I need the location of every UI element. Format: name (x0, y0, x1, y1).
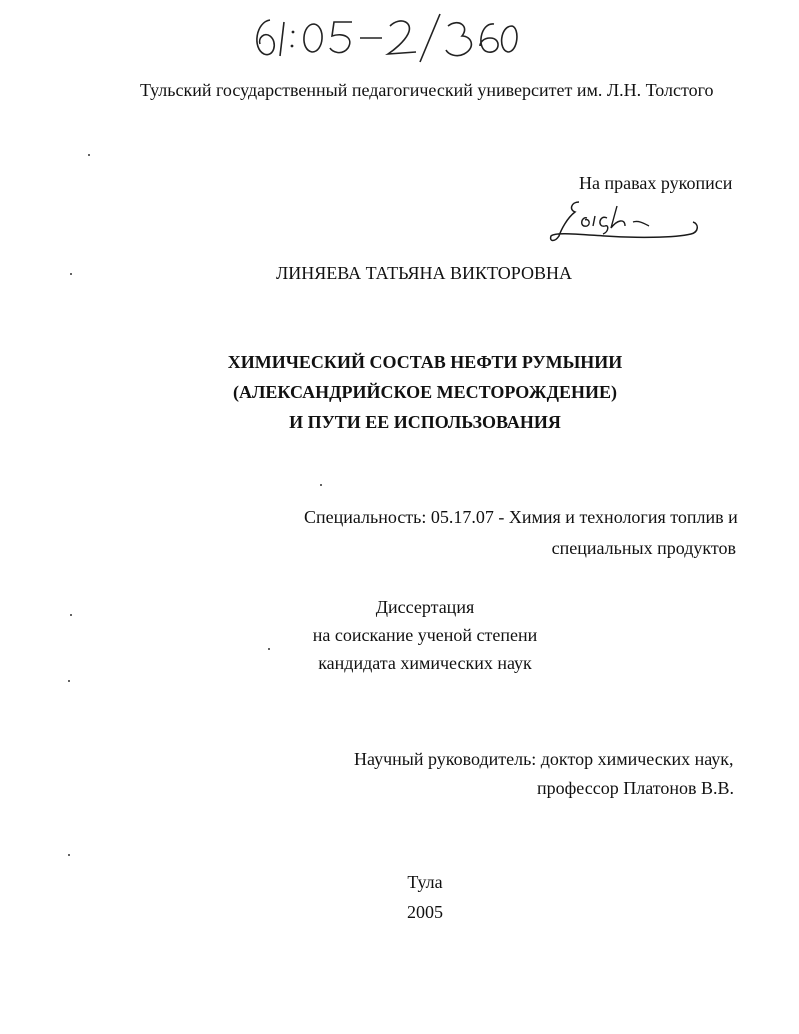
manuscript-rights-note: На правах рукописи (579, 173, 733, 193)
title-line-1: ХИМИЧЕСКИЙ СОСТАВ НЕФТИ РУМЫНИИ (227, 352, 623, 372)
archive-number-handwriting (240, 8, 520, 68)
author-name: ЛИНЯЕВА ТАТЬЯНА ВИКТОРОВНА (276, 263, 572, 283)
scan-speck (70, 614, 72, 616)
dissertation-title (200, 351, 650, 433)
scan-speck (70, 273, 72, 275)
scan-speck (320, 484, 322, 486)
scan-speck (68, 854, 70, 856)
scan-speck (268, 648, 270, 650)
title-line-3: И ПУТИ ЕЕ ИСПОЛЬЗОВАНИЯ (289, 412, 561, 432)
degree-name: кандидата химических наук (318, 653, 532, 673)
degree-purpose: на соискание ученой степени (312, 625, 538, 645)
advisor-line-2: профессор Платонов В.В. (537, 778, 734, 798)
specialty-line-2: специальных продуктов (551, 538, 736, 558)
dissertation-degree-block (300, 596, 550, 674)
title-line-2: (АЛЕКСАНДРИЙСКОЕ МЕСТОРОЖДЕНИЕ) (232, 382, 617, 402)
specialty-line-1: Специальность: 05.17.07 - Химия и технология топлив и (304, 507, 738, 527)
scan-speck (88, 154, 90, 156)
dissertation-label: Диссертация (375, 597, 475, 617)
footer-year: 2005 (407, 902, 443, 922)
scan-speck (68, 680, 70, 682)
footer-city: Тула (407, 872, 443, 892)
advisor-line-1: Научный руководитель: доктор химических наук, (354, 749, 734, 769)
author-signature (545, 196, 705, 252)
university-name: Тульский государственный педагогический университет им. Л.Н. Толстого (140, 80, 714, 100)
